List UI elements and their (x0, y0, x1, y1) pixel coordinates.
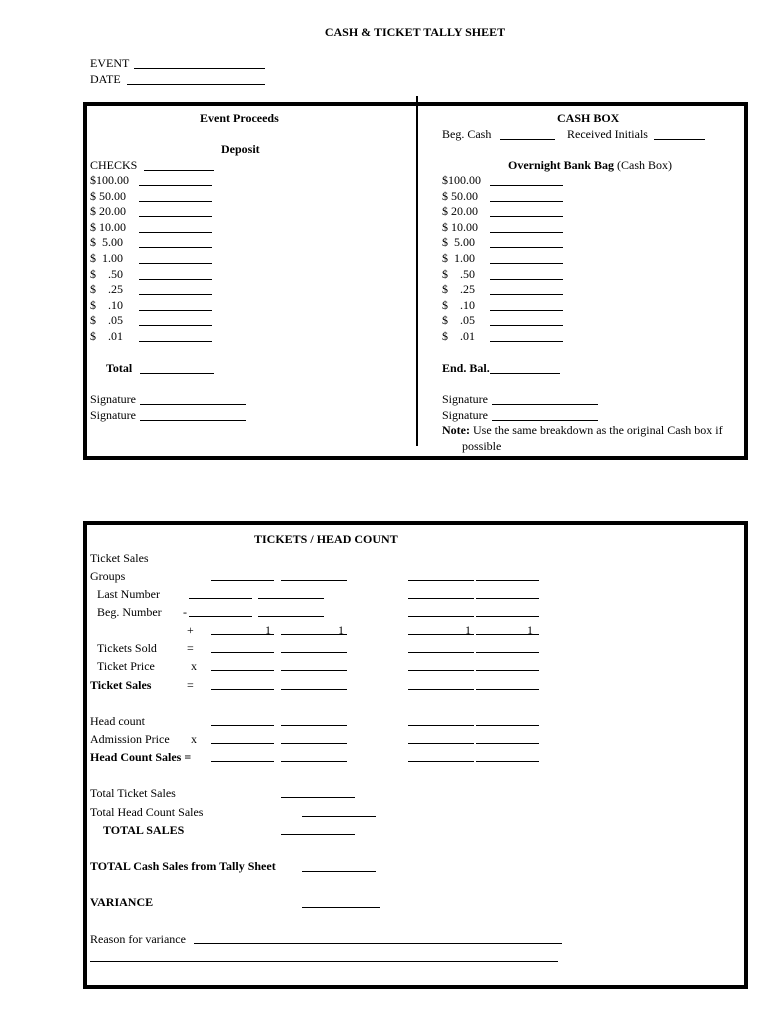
tickets-sold-label: Tickets Sold (97, 641, 157, 655)
plus-field-1[interactable] (211, 634, 274, 635)
beg-number-field-2[interactable] (258, 616, 324, 617)
total-sales-label: TOTAL SALES (103, 823, 185, 837)
date-field[interactable] (127, 84, 265, 85)
reason-field-2[interactable] (90, 961, 558, 962)
deposit-denomination-label: $ .50 (90, 266, 123, 281)
ticket-sales-field-3[interactable] (408, 689, 474, 690)
plus-one-2: 1 (338, 623, 344, 637)
plus-sign: + (187, 623, 194, 637)
deposit-denomination-label: $100.00 (90, 173, 129, 187)
deposit-denomination-label: $ 10.00 (90, 219, 126, 234)
cashbox-signature-label-1: Signature (442, 392, 488, 406)
ticket-price-field-1[interactable] (211, 670, 274, 671)
ticket-price-field-4[interactable] (476, 670, 539, 671)
head-count-sales-label: Head Count Sales = (90, 750, 192, 764)
head-count-sales-field-1[interactable] (211, 761, 274, 762)
proceeds-total-label: Total (106, 361, 133, 375)
admission-price-field-4[interactable] (476, 743, 539, 744)
reason-label: Reason for variance (90, 932, 186, 946)
beg-cash-label: Beg. Cash (442, 127, 492, 141)
ticket-price-field-3[interactable] (408, 670, 474, 671)
bank-bag-denomination-label: $ .05 (442, 313, 475, 328)
ticket-sales-field-4[interactable] (476, 689, 539, 690)
bank-bag-denomination-label: $ 5.00 (442, 235, 475, 250)
bank-bag-denomination-label: $100.00 (442, 173, 481, 187)
deposit-denomination-field[interactable] (139, 294, 212, 295)
deposit-denomination-field[interactable] (139, 247, 212, 248)
groups-field-1[interactable] (211, 580, 274, 581)
bank-bag-denomination-label: $ .10 (442, 297, 475, 312)
admission-price-field-2[interactable] (281, 743, 347, 744)
deposit-denomination-field[interactable] (139, 279, 212, 280)
bank-bag-denomination-field[interactable] (490, 247, 563, 248)
tickets-heading: TICKETS / HEAD COUNT (254, 532, 398, 546)
section-divider (416, 96, 418, 446)
head-count-field-4[interactable] (476, 725, 539, 726)
beg-number-field-4[interactable] (476, 616, 539, 617)
plus-one-3: 1 (465, 623, 471, 637)
bank-bag-denomination-field[interactable] (490, 216, 563, 217)
deposit-denomination-label: $ 20.00 (90, 204, 126, 219)
cash-box-heading: CASH BOX (557, 111, 620, 125)
end-bal-field[interactable] (490, 373, 560, 374)
proceeds-total-field[interactable] (140, 373, 214, 374)
event-proceeds-heading: Event Proceeds (200, 111, 279, 125)
bank-bag-denomination-label: $ 50.00 (442, 188, 478, 203)
signature-label-1: Signature (90, 392, 136, 406)
groups-field-2[interactable] (281, 580, 347, 581)
ticket-sales-field-1[interactable] (211, 689, 274, 690)
tickets-sold-field-2[interactable] (281, 652, 347, 653)
groups-field-4[interactable] (476, 580, 539, 581)
note-label: Note: (442, 423, 470, 437)
signature-field-2[interactable] (140, 420, 246, 421)
bank-bag-denomination-label: $ 20.00 (442, 204, 478, 219)
times-sign-2: x (191, 732, 197, 746)
date-label: DATE (90, 72, 121, 86)
plus-field-3[interactable] (408, 634, 474, 635)
ticket-price-field-2[interactable] (281, 670, 347, 671)
bank-bag-denomination-label: $ .25 (442, 282, 475, 297)
last-number-field-2[interactable] (258, 598, 324, 599)
bank-bag-denomination-field[interactable] (490, 279, 563, 280)
note-text-2: possible (462, 439, 502, 453)
beg-number-field-1[interactable] (189, 616, 252, 617)
head-count-sales-field-2[interactable] (281, 761, 347, 762)
groups-field-3[interactable] (408, 580, 474, 581)
deposit-denomination-label: $ .25 (90, 282, 123, 297)
deposit-denomination-field[interactable] (139, 232, 212, 233)
head-count-sales-field-3[interactable] (408, 761, 474, 762)
bank-bag-sub: (Cash Box) (617, 158, 673, 172)
head-count-field-2[interactable] (281, 725, 347, 726)
tickets-sold-field-3[interactable] (408, 652, 474, 653)
beg-number-field-3[interactable] (408, 616, 474, 617)
admission-price-field-3[interactable] (408, 743, 474, 744)
deposit-denomination-field[interactable] (139, 185, 212, 186)
ticket-sales-field-2[interactable] (281, 689, 347, 690)
bank-bag-denomination-field[interactable] (490, 201, 563, 202)
last-number-field-1[interactable] (189, 598, 252, 599)
deposit-denomination-label: $ 5.00 (90, 235, 123, 250)
variance-field[interactable] (302, 907, 380, 908)
tickets-sold-field-1[interactable] (211, 652, 274, 653)
bank-bag-denomination-label: $ 1.00 (442, 251, 475, 265)
beg-number-label: Beg. Number (97, 605, 162, 619)
deposit-denomination-field[interactable] (139, 310, 212, 311)
note (442, 423, 723, 437)
ticket-price-label: Ticket Price (97, 659, 155, 673)
plus-one-4: 1 (527, 623, 533, 637)
cashbox-signature-label-2: Signature (442, 408, 488, 422)
bank-bag-denomination-label: $ .01 (442, 329, 475, 343)
admission-price-field-1[interactable] (211, 743, 274, 744)
cashbox-signature-field-1[interactable] (492, 404, 598, 405)
deposit-denomination-label: $ .05 (90, 313, 123, 328)
bank-bag-denomination-field[interactable] (490, 341, 563, 342)
event-label: EVENT (90, 56, 130, 70)
total-ticket-sales-label: Total Ticket Sales (90, 786, 176, 800)
head-count-sales-field-4[interactable] (476, 761, 539, 762)
checks-label: CHECKS (90, 158, 138, 172)
bank-bag-denomination-label: $ 10.00 (442, 219, 478, 234)
times-sign-1: x (191, 659, 197, 673)
bank-bag-title: Overnight Bank Bag (508, 158, 615, 172)
bank-bag-denomination-field[interactable] (490, 263, 563, 264)
last-number-label: Last Number (97, 587, 160, 601)
cashbox-signature-field-2[interactable] (492, 420, 598, 421)
last-number-field-3[interactable] (408, 598, 474, 599)
reason-field-1[interactable] (194, 943, 562, 944)
event-field[interactable] (134, 68, 265, 69)
variance-label: VARIANCE (90, 895, 154, 909)
deposit-denomination-field[interactable] (139, 263, 212, 264)
deposit-denomination-field[interactable] (139, 216, 212, 217)
bank-bag-denomination-field[interactable] (490, 310, 563, 311)
page-title: CASH & TICKET TALLY SHEET (324, 25, 506, 39)
deposit-denomination-label: $ .01 (90, 329, 123, 343)
end-bal-label: End. Bal. (442, 361, 490, 375)
total-cash-sales-label: TOTAL Cash Sales from Tally Sheet (90, 859, 276, 873)
deposit-denomination-field[interactable] (139, 201, 212, 202)
ticket-sales-label: Ticket Sales (90, 678, 152, 692)
last-number-field-4[interactable] (476, 598, 539, 599)
note-text: Use the same breakdown as the original Cash box if (472, 423, 723, 437)
admission-price-label: Admission Price (90, 732, 170, 746)
head-count-field-1[interactable] (211, 725, 274, 726)
beg-cash-field[interactable] (500, 139, 555, 140)
minus-sign: - (183, 605, 187, 619)
total-cash-sales-field[interactable] (302, 871, 376, 872)
head-count-field-3[interactable] (408, 725, 474, 726)
total-head-count-sales-field[interactable] (302, 816, 376, 817)
deposit-denomination-label: $ .10 (90, 297, 123, 312)
plus-field-4[interactable] (476, 634, 539, 635)
bank-bag-denomination-field[interactable] (490, 325, 563, 326)
signature-field-1[interactable] (140, 404, 246, 405)
ticket-sales-heading: Ticket Sales (90, 551, 149, 565)
deposit-denomination-label: $ 1.00 (90, 251, 123, 265)
deposit-denomination-field[interactable] (139, 325, 212, 326)
head-count-label: Head count (90, 714, 145, 728)
bank-bag-denomination-field[interactable] (490, 294, 563, 295)
deposit-denomination-label: $ 50.00 (90, 188, 126, 203)
received-initials-field[interactable] (654, 139, 705, 140)
bank-bag-denomination-field[interactable] (490, 185, 563, 186)
plus-one-1: 1 (265, 623, 271, 637)
checks-field[interactable] (144, 170, 214, 171)
bank-bag-heading (508, 158, 672, 172)
total-ticket-sales-field[interactable] (281, 797, 355, 798)
bank-bag-denomination-label: $ .50 (442, 266, 475, 281)
bank-bag-denomination-field[interactable] (490, 232, 563, 233)
signature-label-2: Signature (90, 408, 136, 422)
deposit-heading: Deposit (221, 142, 260, 156)
equals-sign-2: = (187, 678, 194, 692)
received-initials-label: Received Initials (567, 127, 648, 141)
total-head-count-sales-label: Total Head Count Sales (90, 805, 204, 819)
deposit-denomination-field[interactable] (139, 341, 212, 342)
plus-field-2[interactable] (281, 634, 347, 635)
tickets-sold-field-4[interactable] (476, 652, 539, 653)
equals-sign-1: = (187, 641, 194, 655)
groups-label: Groups (90, 569, 126, 583)
total-sales-field[interactable] (281, 834, 355, 835)
